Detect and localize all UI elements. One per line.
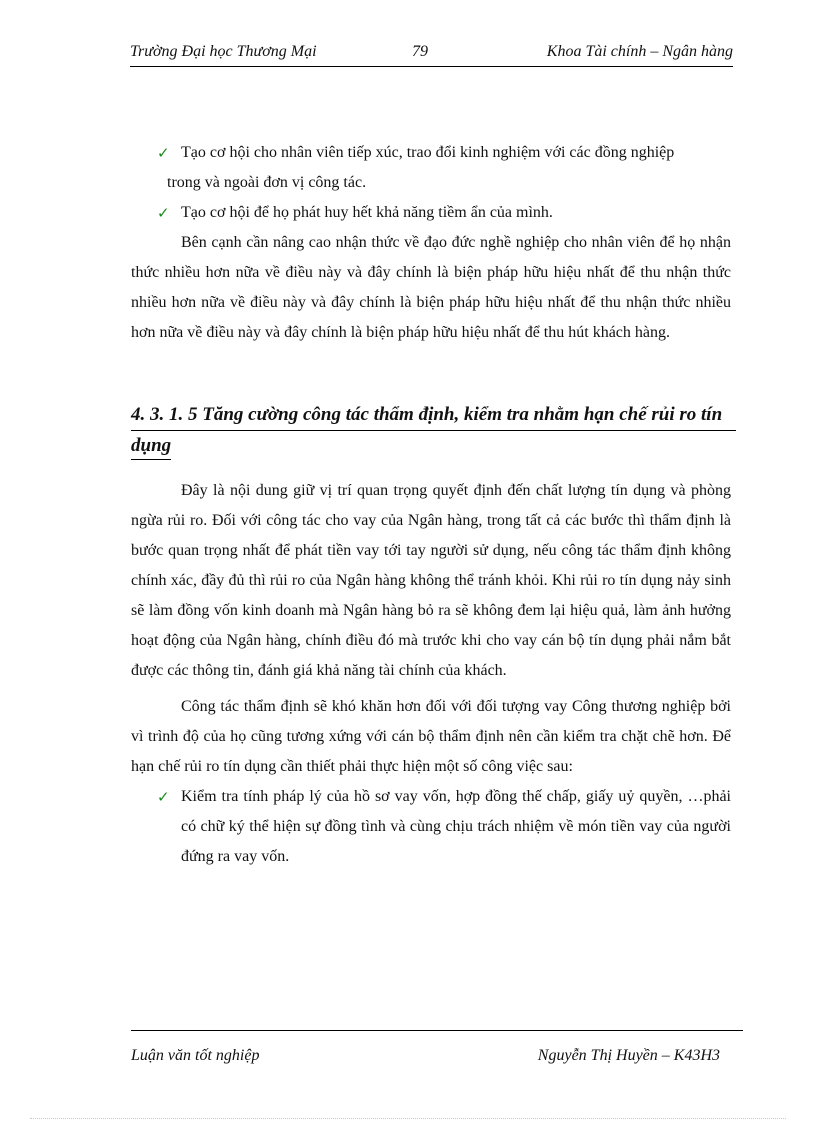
header-page-number: 79	[412, 43, 428, 60]
heading-line-2: dụng	[131, 433, 171, 460]
checkmark-icon: ✓	[157, 204, 170, 222]
bullet-item: ✓ Tạo cơ hội để họ phát huy hết khả năng tiềm ẩn của mình.	[131, 198, 731, 228]
bullet-item: ✓ Tạo cơ hội cho nhân viên tiếp xúc, trao đổi kinh nghiệm với các đồng nghiệp trong và ngoài đơn vị công tác.	[131, 138, 731, 198]
paragraph: Công tác thẩm định sẽ khó khăn hơn đối với đối tượng vay Công thương nghiệp bởi vì trình độ của họ cũng tương xứng với cán bộ thẩm định nên cần kiểm tra chặt chẽ hơn. Để hạn chế rủi ro tín dụng cần thiết phải thực hiện một số công việc sau:	[131, 698, 731, 775]
footer-author: Nguyễn Thị Huyền – K43H3	[537, 1047, 720, 1064]
heading-line-1: 4. 3. 1. 5 Tăng cường công tác thẩm định, kiểm tra nhằm hạn chế rủi ro tín	[131, 400, 736, 431]
section-heading	[131, 400, 736, 461]
footer-thesis: Luận văn tốt nghiệp	[131, 1047, 260, 1064]
header-school: Trường Đại học Thương Mại	[130, 43, 317, 60]
body-top	[131, 138, 731, 348]
body-bottom	[131, 476, 731, 872]
paragraph: Bên cạnh cần nâng cao nhận thức về đạo đức nghề nghiệp cho nhân viên để họ nhận thức nhiều hơn nữa về điều này và đây chính là biện pháp hữu hiệu nhất để thu nhận thức nhiều hơn nữa về điều này và đây chính là biện pháp hữu hiệu nhất để thu nhận thức nhiều hơn nữa về điều này và đây chính là biện pháp hữu hiệu nhất để thu hút khách hàng.	[131, 234, 731, 341]
checkmark-icon: ✓	[157, 144, 170, 162]
page-edge	[30, 1118, 786, 1119]
paragraph: Đây là nội dung giữ vị trí quan trọng quyết định đến chất lượng tín dụng và phòng ngừa rủi ro. Đối với công tác cho vay của Ngân hàng, trong tất cả các bước thì thẩm định là bước quan trọng nhất để phát tiền vay tới tay người sử dụng, nếu công tác thẩm định không chính xác, đầy đủ thì rủi ro của Ngân hàng không thể tránh khỏi. Khi rủi ro tín dụng nảy sinh sẽ làm đồng vốn kinh doanh mà Ngân hàng bỏ ra sẽ không đem lại hiệu quả, làm ảnh hưởng hoạt động của Ngân hàng, chính điều đó mà trước khi cho vay cán bộ tín dụng phải nắm bắt được các thông tin, đánh giá khả năng tài chính của khách.	[131, 482, 731, 679]
bullet-item: ✓ Kiểm tra tính pháp lý của hồ sơ vay vốn, hợp đồng thế chấp, giấy uỷ quyền, …phải có chữ ký thể hiện sự đồng tình và cùng chịu trách nhiệm về món tiền vay của người đứng ra vay vốn.	[131, 782, 731, 872]
page-header	[130, 40, 733, 67]
header-faculty: Khoa Tài chính – Ngân hàng	[546, 43, 733, 60]
footer-divider	[131, 1030, 743, 1031]
checkmark-icon: ✓	[157, 788, 170, 806]
